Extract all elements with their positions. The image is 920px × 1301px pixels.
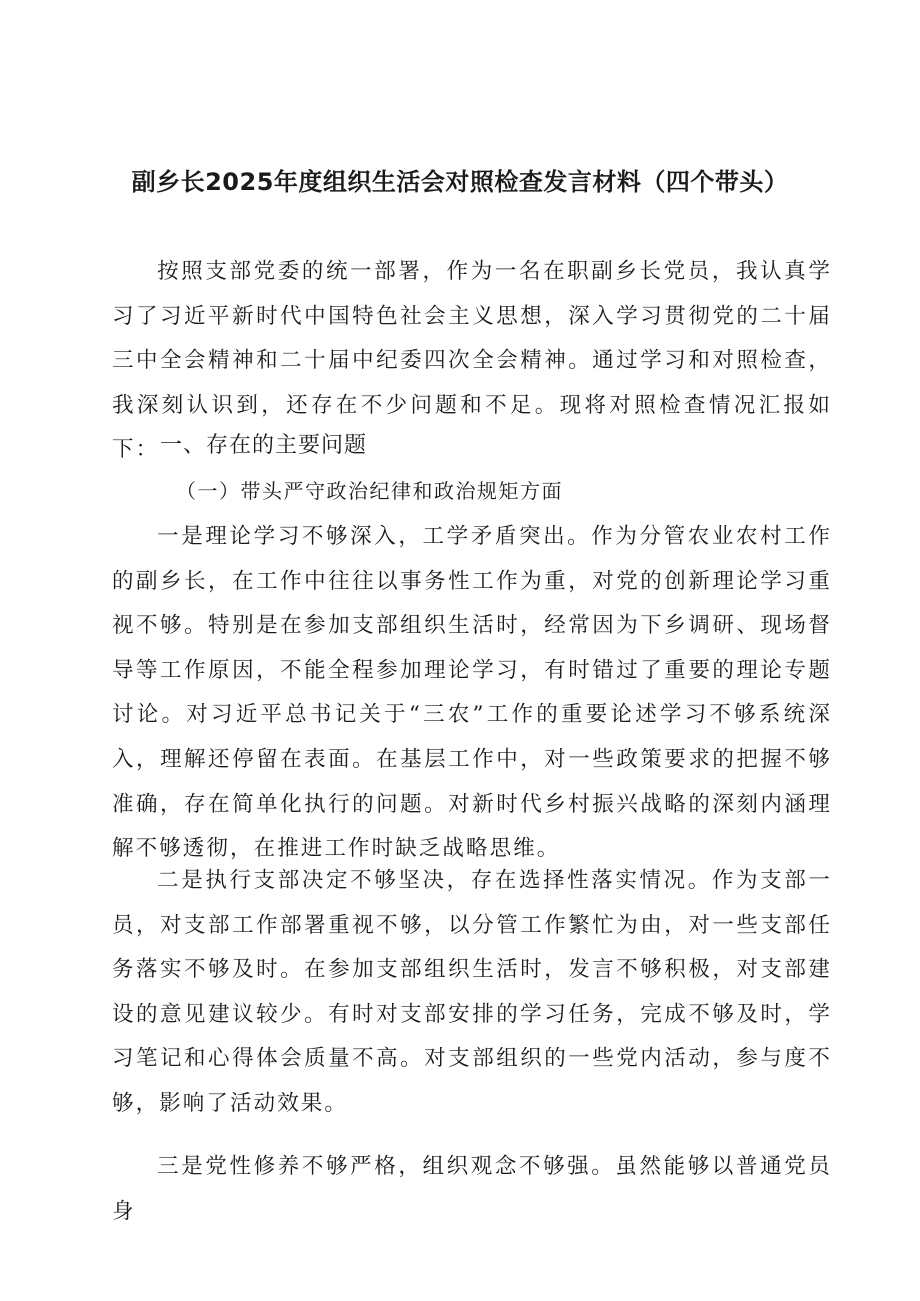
paragraph-party-spirit: 三是党性修养不够严格，组织观念不够强。虽然能够以普通党员身 — [112, 1154, 832, 1224]
paragraph-branch-decisions: 二是执行支部决定不够坚决，存在选择性落实情况。作为支部一员，对支部工作部署重视不够，以分管工作繁忙为由，对一些支部任务落实不够及时。在参加支部组织生活时，发言不够积极，对支部建设的意见建议较少。有时对支部安排的学习任务，完成不够及时，学习笔记和心得体会质量不高。对支部组织的一些党内活动，参与度不够，影响了活动效果。 — [112, 868, 832, 1116]
subsection-heading-political-discipline: （一）带头严守政治纪律和政治规矩方面 — [176, 479, 563, 503]
page-title: 副乡长2025年度组织生活会对照检查发言材料（四个带头） — [131, 168, 789, 196]
paragraph-theory-study: 一是理论学习不够深入，工学矛盾突出。作为分管农业农村工作的副乡长，在工作中往往以事务性工作为重，对党的创新理论学习重视不够。特别是在参加支部组织生活时，经常因为下乡调研、现场督导等工作原因，不能全程参加理论学习，有时错过了重要的理论专题讨论。对习近平总书记关于“三农”工作的重要论述学习不够系统深入，理解还停留在表面。在基层工作中，对一些政策要求的把握不够准确，存在简单化执行的问题。对新时代乡村振兴战略的深刻内涵理解不够透彻，在推进工作时缺乏战略思维。 — [112, 524, 832, 862]
section-heading-main-problems: 一、存在的主要问题 — [160, 433, 368, 458]
intro-paragraph: 按照支部党委的统一部署，作为一名在职副乡长党员，我认真学习了习近平新时代中国特色社会主义思想，深入学习贯彻党的二十届三中全会精神和二十届中纪委四次全会精神。通过学习和对照检查，我深刻认识到，还存在不少问题和不足。现将对照检查情况汇报如下： — [112, 259, 832, 463]
